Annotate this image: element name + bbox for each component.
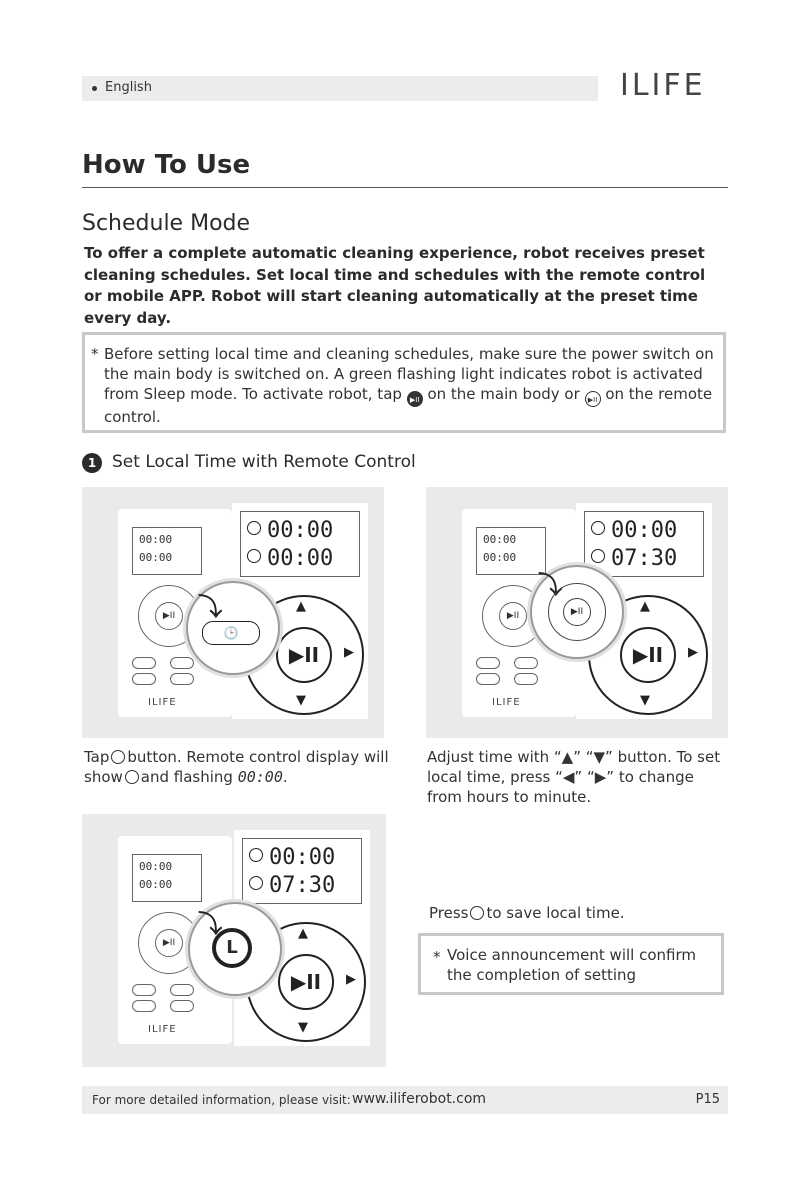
schedule-icon — [591, 521, 605, 535]
down-arrow-icon: ▼ — [640, 693, 650, 708]
language-bar — [82, 76, 598, 101]
remote-button — [132, 984, 156, 996]
note-text-b: on the main body or — [427, 385, 580, 403]
footer-label: For more detailed information, please visit: — [92, 1093, 351, 1107]
play-pause-icon: ▶II — [155, 929, 183, 957]
step-title: Set Local Time with Remote Control — [112, 452, 416, 472]
title-divider — [82, 187, 728, 188]
remote-screen-line: 00:00 — [139, 860, 173, 873]
up-arrow-icon: ▲ — [296, 599, 306, 614]
caption-adjust-time: Adjust time with “▲” “▼” button. To set local time, press “◀” “▶” to change from hours to minute. — [427, 748, 721, 806]
play-pause-icon: ▶II — [563, 598, 591, 626]
language-label: English — [105, 80, 152, 95]
remote-button — [476, 657, 500, 669]
schedule-icon — [249, 848, 263, 862]
zoom-callout — [530, 565, 624, 659]
voice-note-box — [418, 933, 724, 995]
lcd-line-1: 00:00 — [267, 518, 334, 543]
play-pause-icon: ▶II — [155, 602, 183, 630]
caption-a-mid: button. Remote control display will show — [84, 748, 389, 786]
lcd-display — [234, 830, 370, 912]
clock-icon — [249, 876, 263, 890]
remote-button — [170, 1000, 194, 1012]
lcd-line-1: 00:00 — [269, 845, 336, 870]
remote-screen — [132, 527, 202, 575]
remote-screen-line: 00:00 — [483, 533, 517, 546]
remote-screen-line: 00:00 — [483, 551, 517, 564]
bullet-icon — [92, 86, 97, 91]
intro-paragraph: To offer a complete automatic cleaning experience, robot receives preset cleaning schedules. Set local time and schedules with the remote control or mobile APP. Robot will start cleaning automatically at the preset time every day. — [84, 244, 706, 327]
remote-button — [170, 673, 194, 685]
lcd-line-2: 00:00 — [267, 546, 334, 571]
remote-button — [132, 673, 156, 685]
clock-icon — [247, 549, 261, 563]
caption-tap-clock — [84, 747, 390, 787]
caption-a-flash: 00:00 — [237, 768, 283, 786]
note-text-c: on the remote control. — [104, 385, 713, 426]
remote-button — [514, 673, 538, 685]
clock-icon — [125, 770, 139, 784]
section-subtitle: Schedule Mode — [82, 211, 251, 236]
figure-panel-b — [426, 487, 728, 738]
figure-panel-a — [82, 487, 384, 738]
footer-url-link[interactable]: www.iliferobot.com — [352, 1091, 487, 1107]
clock-icon: L — [212, 928, 252, 968]
note-box — [82, 332, 726, 433]
remote-button — [170, 657, 194, 669]
remote-screen — [132, 854, 202, 902]
clock-button-icon: 🕒 — [202, 621, 260, 645]
down-arrow-icon: ▼ — [298, 1020, 308, 1035]
footer-bar — [82, 1086, 728, 1114]
brand-logo: ILIFE — [620, 68, 706, 103]
caption-save-time — [429, 903, 729, 923]
remote-button — [476, 673, 500, 685]
remote-play-pause-icon: ▶II — [585, 391, 601, 407]
main-body-play-pause-icon: ▶II — [407, 391, 423, 407]
remote-screen — [476, 527, 546, 575]
right-arrow-icon: ▶ — [346, 972, 356, 987]
schedule-icon — [247, 521, 261, 535]
remote-logo: ILIFE — [492, 697, 521, 708]
swipe-arrow-icon: ⤵ — [538, 571, 562, 599]
caption-a-pre: Tap — [84, 748, 110, 766]
right-arrow-icon: ▶ — [344, 645, 354, 660]
note-asterisk: * — [91, 345, 99, 363]
clock-icon — [111, 750, 125, 764]
page-number: P15 — [695, 1092, 720, 1107]
remote-screen-line: 00:00 — [139, 533, 173, 546]
remote-button — [132, 657, 156, 669]
voice-note-asterisk: * — [433, 948, 441, 966]
remote-button — [170, 984, 194, 996]
zoom-callout — [186, 581, 280, 675]
remote-screen-line: 00:00 — [139, 878, 173, 891]
voice-note-text: Voice announcement will confirm the completion of setting — [447, 946, 696, 984]
caption-a-end: . — [282, 768, 288, 786]
play-pause-icon: ▶II — [620, 627, 676, 683]
lcd-line-2: 07:30 — [269, 873, 336, 898]
page-title: How To Use — [82, 150, 251, 180]
up-arrow-icon: ▲ — [640, 599, 650, 614]
play-pause-icon: ▶II — [278, 954, 334, 1010]
clock-icon — [470, 906, 484, 920]
play-pause-icon: ▶II — [276, 627, 332, 683]
note-text — [91, 344, 717, 427]
note-text-a: Before setting local time and cleaning schedules, make sure the power switch on the main body is switched on. A green flashing light indicates robot is activated from Sleep mode. To activate robot, tap — [104, 345, 714, 403]
caption-c-post: to save local time. — [486, 904, 625, 922]
lcd-line-1: 00:00 — [611, 518, 678, 543]
figure-panel-c — [82, 814, 386, 1067]
lcd-line-2: 07:30 — [611, 546, 678, 571]
remote-button — [514, 657, 538, 669]
caption-c-pre: Press — [429, 904, 469, 922]
remote-logo: ILIFE — [148, 1024, 177, 1035]
caption-a-post: and flashing — [140, 768, 233, 786]
step-number-badge: 1 — [82, 453, 102, 473]
right-arrow-icon: ▶ — [688, 645, 698, 660]
dpad-closeup — [548, 583, 606, 641]
lcd-display — [232, 503, 368, 585]
up-arrow-icon: ▲ — [298, 926, 308, 941]
clock-icon — [591, 549, 605, 563]
remote-button — [132, 1000, 156, 1012]
down-arrow-icon: ▼ — [296, 693, 306, 708]
swipe-arrow-icon: ⤵ — [198, 593, 222, 621]
play-pause-icon: ▶II — [499, 602, 527, 630]
zoom-callout — [188, 902, 282, 996]
swipe-arrow-icon: ⤵ — [198, 910, 222, 938]
remote-logo: ILIFE — [148, 697, 177, 708]
remote-screen-line: 00:00 — [139, 551, 173, 564]
